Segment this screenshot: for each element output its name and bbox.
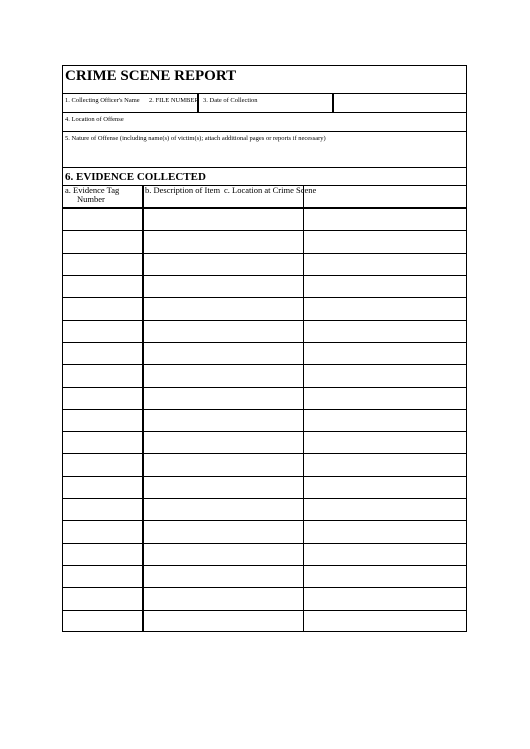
- description-header: b. Description of Item: [145, 185, 221, 195]
- evidence-row-line: [63, 409, 466, 410]
- evidence-row-line: [63, 387, 466, 388]
- collecting-officer-label: 1. Collecting Officer's Name: [65, 97, 140, 104]
- evidence-row-line: [63, 364, 466, 365]
- evidence-row-line: [63, 297, 466, 298]
- evidence-collected-heading: 6. EVIDENCE COLLECTED: [65, 171, 206, 183]
- column-divider-b: [303, 186, 304, 631]
- file-number-label: 2. FILE NUMBER: [149, 97, 199, 104]
- evidence-row-line: [63, 587, 466, 588]
- form-title-row: [63, 66, 466, 94]
- column-divider-a: [142, 186, 144, 631]
- nature-of-offense-row: [63, 132, 466, 168]
- evidence-row-line: [63, 431, 466, 432]
- evidence-row-line: [63, 543, 466, 544]
- form-title: CRIME SCENE REPORT: [65, 68, 237, 84]
- evidence-row-line: [63, 520, 466, 521]
- evidence-row-line: [63, 453, 466, 454]
- evidence-tag-header-line1: a. Evidence Tag: [65, 185, 120, 195]
- location-header: c. Location at Crime Scene: [224, 185, 317, 195]
- nature-of-offense-label: 5. Nature of Offense (including name(s) of victim(s); attach additional pages or reports if necessary): [65, 135, 326, 142]
- evidence-row-line: [63, 230, 466, 231]
- evidence-row-line: [63, 476, 466, 477]
- evidence-collected-heading-row: [63, 168, 466, 186]
- evidence-tag-header: [65, 186, 141, 208]
- evidence-row-line: [63, 342, 466, 343]
- crime-scene-report-form: [62, 65, 467, 632]
- evidence-row-line: [63, 320, 466, 321]
- evidence-row-line: [63, 610, 466, 611]
- date-of-collection-label: 3. Date of Collection: [203, 97, 258, 104]
- evidence-tag-header-line2: Number: [77, 194, 105, 204]
- evidence-row-line: [63, 565, 466, 566]
- evidence-row-line: [63, 498, 466, 499]
- officer-file-date-row: [63, 94, 466, 113]
- evidence-row-line: [63, 275, 466, 276]
- location-of-offense-label: 4. Location of Offense: [65, 116, 124, 123]
- evidence-row-line: [63, 253, 466, 254]
- location-of-offense-row: [63, 113, 466, 132]
- divider: [332, 94, 334, 112]
- divider: [197, 94, 199, 112]
- evidence-table: [63, 208, 466, 632]
